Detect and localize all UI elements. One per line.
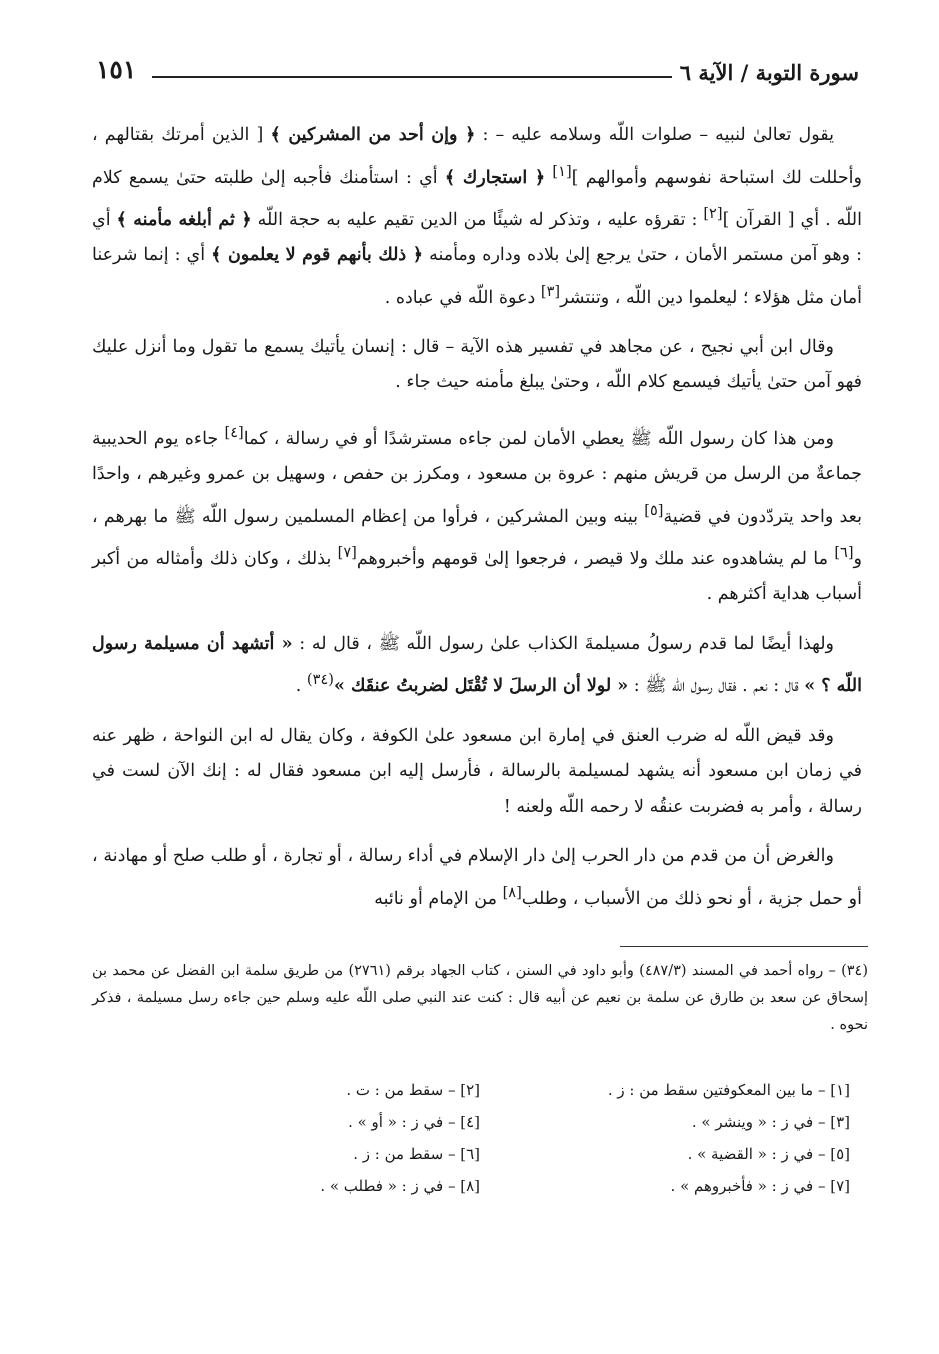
text-run: قال : نعم . فقال رسول اللّه ﷺ : [628,676,805,697]
note-8: [٨] – في ز : « فطلب » . [320,1177,480,1195]
text-run: أي : وهو آمن مستمر الأمان ، حتىٰ يرجع إلىٰ بلاده وداره ومأمنه [92,209,862,266]
note-1: [١] – ما بين المعكوفتين سقط من : ز . [607,1081,850,1099]
paragraph-5: وقد قيض اللّه له ضرب العنق في إمارة ابن مسعود علىٰ الكوفة ، وكان يقال له ابن النواحة ، ظهر عنه في زمان ابن مسعود أنه يشهد لمسيلمة بالرسالة ، فأرسل إليه ابن مسعود فقال له : إنك الآن لست في رسالة ، وأمر به فضربت عنقُه لا رحمه اللّه ولعنه ! [92,725,862,817]
hadith-quote: « لولا أن الرسلَ لا تُقْتَل لضربتُ عنقَك » [333,676,629,697]
text-run: يقول تعالىٰ لنبيه – صلوات اللّه وسلامه عليه – : [475,125,834,145]
text-run: ومن هذا كان رسول اللّه ﷺ يعطي الأمان لمن جاءه مسترشدًا أو في رسالة ، كما [243,428,835,449]
note-ref: [٧] [337,544,357,562]
note-4: [٤] – في ز : « أو » . [348,1113,480,1131]
text-run: والغرض أن من قدم من دار الحرب إلىٰ دار الإسلام في أداء رسالة ، أو تجارة ، أو طلب صلح أو مهادنة ، أو حمل جزية ، أو نحو ذلك من الأسباب ، وطلب [92,846,862,909]
header-rule [152,76,672,78]
footnote-rule [620,946,868,947]
note-ref: [١] [552,162,572,180]
text-run: : تقرؤه عليه ، وتذكر له شيئًا من الدين تقيم عليه به حجة اللّه [251,209,704,230]
footnote: (٣٤) – رواه أحمد في المسند (٤٨٧/٣) وأبو داود في السنن ، كتاب الجهاد برقم (٢٧٦١) من طريق سلمة ابن الفضل عن محمد بن إسحاق عن سعد بن طارق عن سلمة بن نعيم عن أبيه قال : كنت عند النبي صلى اللّه عليه وسلم حين جاءه رسل مسيلمة ، فذكر نحوه . [92,963,868,1033]
note-2: [٢] – سقط من : ت . [346,1081,480,1099]
paragraph-4 [92,627,862,705]
footnote-ref: (٣٤) [306,671,334,689]
note-ref: [٥] [644,501,664,519]
note-ref: [٤] [224,423,244,441]
text-run: من الإمام أو نائبه [374,888,503,909]
quran-verse: ﴿ ثم أبلغه مأمنه ﴾ [116,209,252,230]
text-run: ولهذا أيضًا لما قدم رسولُ مسيلمةَ الكذاب علىٰ رسول اللّه ﷺ ، قال له : [292,633,834,654]
note-3: [٣] – في ز : « وينشر » . [691,1113,850,1131]
text-run: بينه وبين المشركين ، فرأوا من إعظام المسلمين رسول اللّه ﷺ ما بهرهم ، و [92,506,862,569]
note-ref: [٣] [540,282,561,300]
note-ref: [٢] [703,204,723,222]
text-run: أي : إنما شرعنا أمان مثل هؤلاء ؛ ليعلموا دين اللّه ، وتنتشر [92,245,862,308]
text-run: . [295,676,307,697]
paragraph-1 [92,118,862,316]
text-run: أي : استأمنك فأجبه إلىٰ طلبته حتىٰ يسمع كلام اللّه . أي [ القرآن ] [92,167,862,230]
note-ref: [٦] [834,544,854,562]
note-7: [٧] – في ز : « فأخبروهم » . [670,1177,850,1195]
text-run: جاءه يوم الحديبية جماعةٌ من الرسل من قريش منهم : عروة بن مسعود ، ومكرز بن حفص ، وسهيل بن عمرو وغيرهم ، واحدًا بعد واحد يتردّدون في قضية [92,428,862,527]
page-number: ١٥١ [96,55,137,84]
surah-verse-header: سورة التوبة / الآية ٦ [679,60,859,85]
note-5: [٥] – في ز : « القضية » . [687,1145,850,1163]
text-run: بذلك ، وكان ذلك وأمثاله من أكبر أسباب هداية أكثرهم . [92,548,862,605]
text-run: ما لم يشاهدوه عند ملك ولا قيصر ، فرجعوا إلىٰ قومهم وأخبروهم [356,548,835,569]
text-run: [ الذين أمرتك بقتالهم ، وأحللت لك استباحة نفوسهم وأموالهم ] [92,125,862,188]
hadith-quote: « أتشهد أن مسيلمة رسول اللّه ؟ » [92,633,862,697]
note-6: [٦] – سقط من : ز . [353,1145,480,1163]
textual-notes [150,1078,850,1198]
quran-verse: ﴿ وإن أحد من المشركين ﴾ [270,125,476,145]
note-ref: [٨] [502,883,522,901]
quran-verse: ﴿ استجارك ﴾ [444,167,546,188]
paragraph-2: وقال ابن أبي نجيح ، عن مجاهد في تفسير هذه الآية – قال : إنسان يأتيك يسمع ما تقول وما أنزل عليك فهو آمن حتىٰ يأتيك فيسمع كلام اللّه ، وحتىٰ يبلغ مأمنه حيث جاء . [92,336,862,393]
paragraph-6 [92,839,862,917]
paragraph-3 [92,415,862,613]
quran-verse: ﴿ ذلك بأنهم قوم لا يعلمون ﴾ [211,245,424,266]
text-run: دعوة اللّه في عباده . [384,287,541,308]
main-text [92,118,862,931]
